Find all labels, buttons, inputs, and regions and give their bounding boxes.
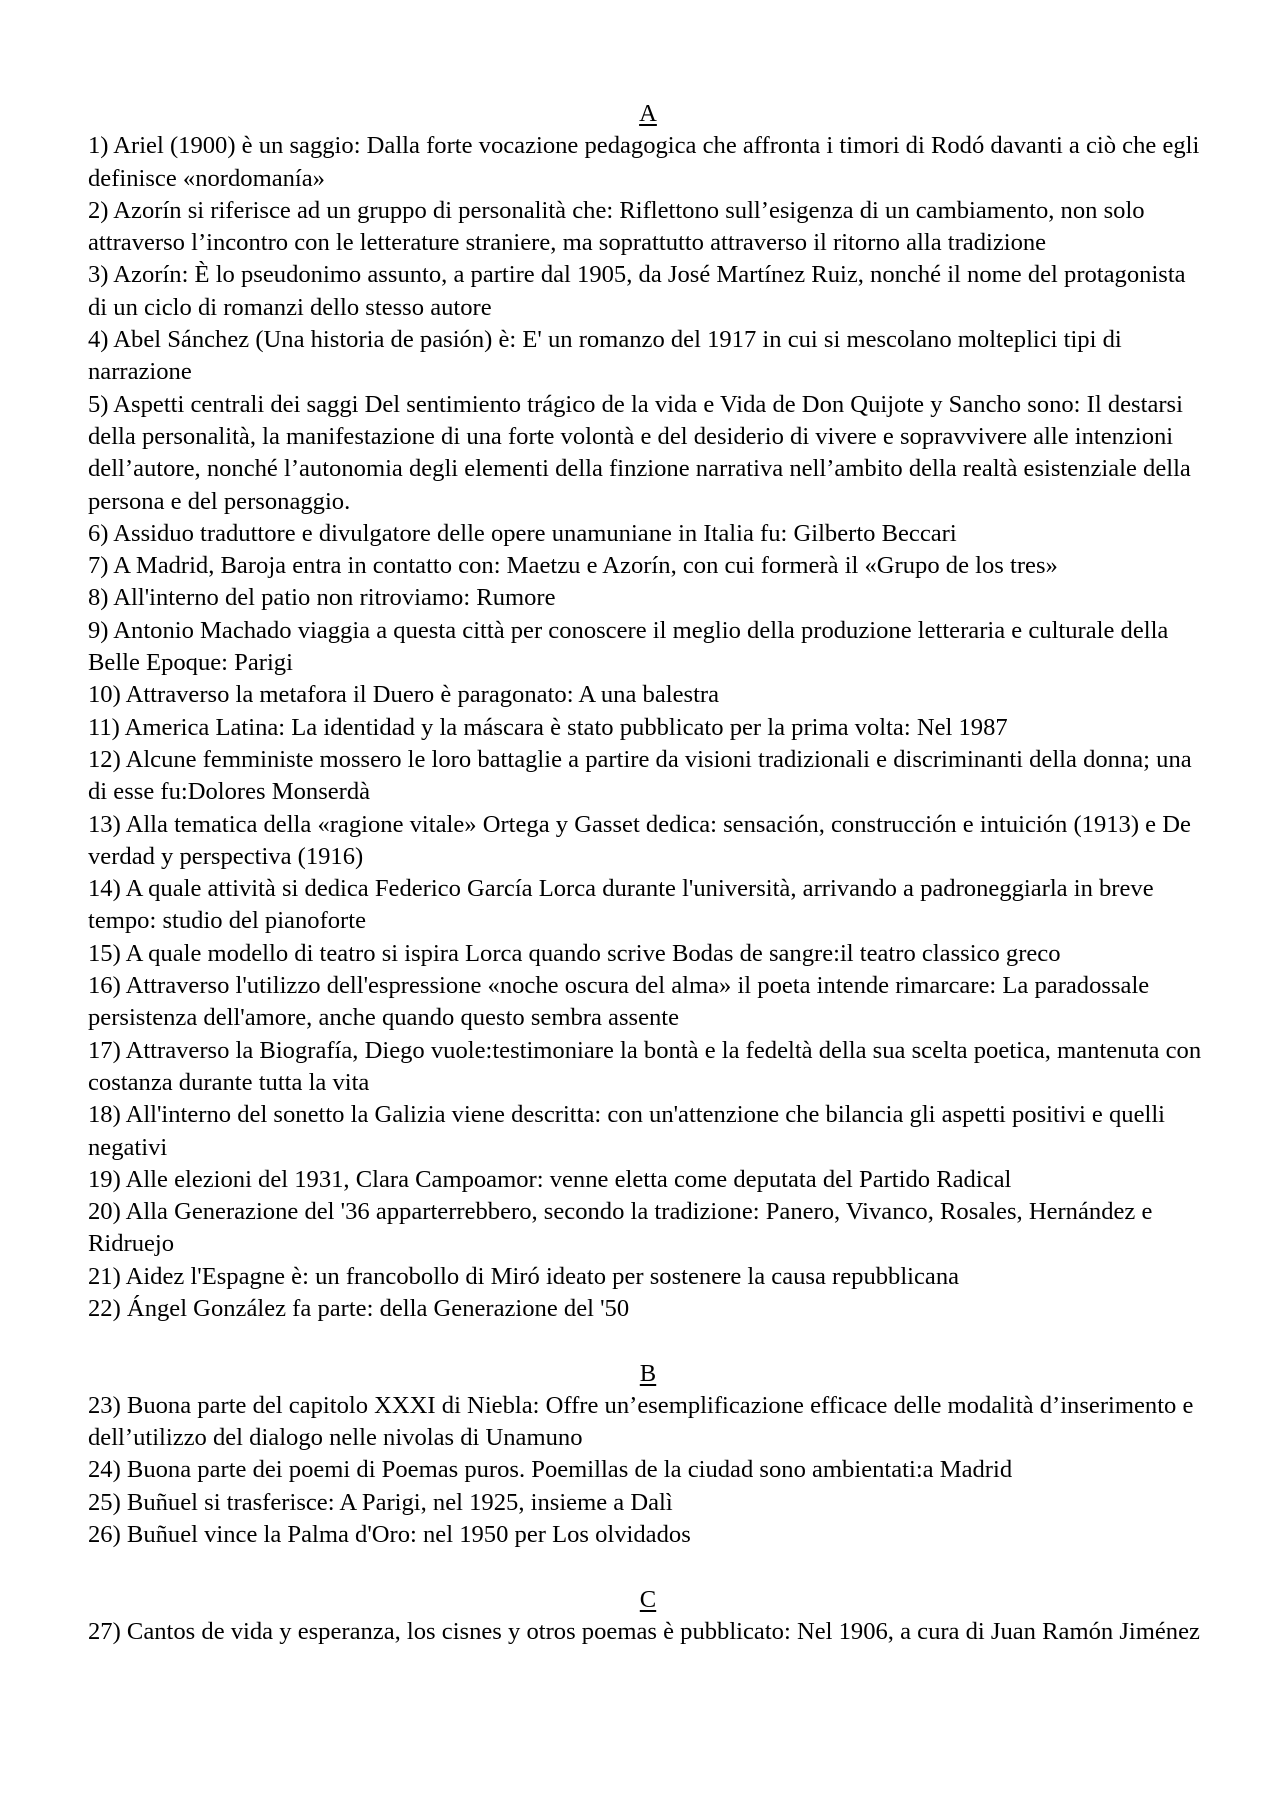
question-item: 7) A Madrid, Baroja entra in contatto con: Maetzu e Azorín, con cui formerà il «Grupo de los tres»	[88, 552, 1058, 580]
question-item: 10) Attraverso la metafora il Duero è paragonato: A una balestra	[88, 681, 720, 709]
section-heading: C	[639, 1585, 657, 1613]
section-heading: B	[639, 1359, 657, 1387]
question-item: 19) Alle elezioni del 1931, Clara Campoamor: venne eletta come deputata del Partido Radical	[88, 1165, 1012, 1193]
section-c	[88, 1584, 1208, 1649]
section-a	[88, 98, 1208, 1325]
question-item: 22) Ángel González fa parte: della Generazione del '50	[88, 1294, 630, 1322]
section-heading: A	[639, 100, 657, 127]
document-page	[88, 98, 1208, 1648]
question-item: 18) All'interno del sonetto la Galizia viene descritta: con un'attenzione che bilancia gli aspetti positivi e quelli negativi	[88, 1101, 1165, 1161]
question-list	[88, 1390, 1208, 1551]
question-item: 21) Aidez l'Espagne è: un francobollo di Miró ideato per sostenere la causa repubblicana	[88, 1262, 960, 1290]
question-item: 2) Azorín si riferisce ad un gruppo di personalità che: Riflettono sull’esigenza di un cambiamento, non solo attraverso l’incontro con le letterature straniere, ma soprattutto attraverso il ritorno alla tradizione	[88, 196, 1145, 257]
question-item: 1) Ariel (1900) è un saggio: Dalla forte vocazione pedagogica che affronta i timori di Rodó davanti a ciò che egli definisce «nordomanía»	[88, 132, 1200, 192]
question-item: 5) Aspetti centrali dei saggi Del sentimiento trágico de la vida e Vida de Don Quijote y Sancho sono: Il destarsi della personalità, la manifestazione di una forte volontà e del desiderio di vivere e sopravvivere alle intenzioni dell’autore, nonché l’autonomia degli elementi della finzione narrativa nell’ambito della realtà esistenziale della persona e del personaggio.	[88, 390, 1191, 515]
question-item: 17) Attraverso la Biografía, Diego vuole:testimoniare la bontà e la fedeltà della sua scelta poetica, mantenuta con costanza durante tutta la vita	[88, 1036, 1202, 1096]
question-item: 4) Abel Sánchez (Una historia de pasión) è: E' un romanzo del 1917 in cui si mescolano molteplici tipi di narrazione	[88, 326, 1122, 386]
question-item: 12) Alcune femministe mossero le loro battaglie a partire da visioni tradizionali e discriminanti della donna; una di esse fu:Dolores Monserdà	[88, 745, 1192, 806]
question-item: 20) Alla Generazione del '36 apparterrebbero, secondo la tradizione: Panero, Vivanco, Rosales, Hernández e Ridruejo	[88, 1198, 1153, 1258]
question-item: 14) A quale attività si dedica Federico García Lorca durante l'università, arrivando a padroneggiarla in breve tempo: studio del pianoforte	[88, 875, 1154, 935]
question-item: 27) Cantos de vida y esperanza, los cisnes y otros poemas è pubblicato: Nel 1906, a cura di Juan Ramón Jiménez	[88, 1617, 1200, 1645]
question-item: 6) Assiduo traduttore e divulgatore delle opere unamuniane in Italia fu: Gilberto Beccari	[88, 519, 957, 547]
question-item: 23) Buona parte del capitolo XXXI di Niebla: Offre un’esemplificazione efficace delle modalità d’inserimento e dell’utilizzo del dialogo nelle nivolas di Unamuno	[88, 1391, 1194, 1452]
question-item: 8) All'interno del patio non ritroviamo: Rumore	[88, 584, 556, 612]
question-list	[88, 1616, 1208, 1648]
question-item: 25) Buñuel si trasferisce: A Parigi, nel 1925, insieme a Dalì	[88, 1488, 673, 1516]
question-item: 16) Attraverso l'utilizzo dell'espressione «noche oscura del alma» il poeta intende rimarcare: La paradossale persistenza dell'amore, anche quando questo sembra assente	[88, 972, 1150, 1032]
question-item: 26) Buñuel vince la Palma d'Oro: nel 1950 per Los olvidados	[88, 1521, 691, 1549]
question-list	[88, 130, 1208, 1325]
section-b	[88, 1358, 1208, 1552]
question-item: 9) Antonio Machado viaggia a questa città per conoscere il meglio della produzione letteraria e culturale della Belle Epoque: Parigi	[88, 616, 1169, 677]
question-item: 15) A quale modello di teatro si ispira Lorca quando scrive Bodas de sangre:il teatro classico greco	[88, 939, 1061, 967]
question-item: 3) Azorín: È lo pseudonimo assunto, a partire dal 1905, da José Martínez Ruiz, nonché il nome del protagonista di un ciclo di romanzi dello stesso autore	[88, 261, 1186, 321]
question-item: 13) Alla tematica della «ragione vitale» Ortega y Gasset dedica: sensación, construcción e intuición (1913) e De verdad y perspectiva (1916)	[88, 810, 1191, 870]
question-item: 11) America Latina: La identidad y la máscara è stato pubblicato per la prima volta: Nel 1987	[88, 713, 1008, 741]
question-item: 24) Buona parte dei poemi di Poemas puros. Poemillas de la ciudad sono ambientati:a Madrid	[88, 1456, 1013, 1484]
